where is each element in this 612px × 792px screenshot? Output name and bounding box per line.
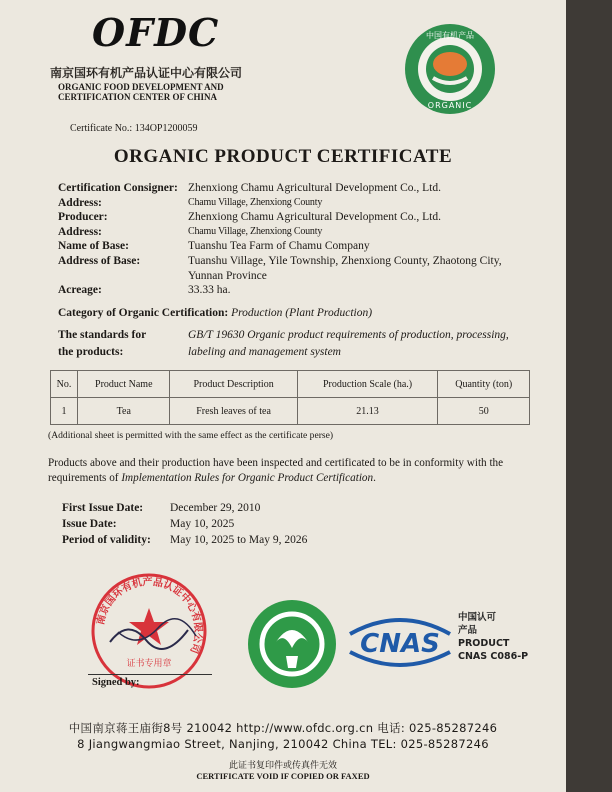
void-notice-en: CERTIFICATE VOID IF COPIED OR FAXED [196, 771, 370, 781]
table-cell: Tea [78, 398, 170, 425]
standards-label-line1: The standards for [58, 329, 147, 341]
field-value: Zhenxiong Chamu Agricultural Development Co., Ltd. [188, 182, 441, 194]
cnas-line1: 中国认可 [458, 612, 497, 623]
standards-block [58, 327, 548, 361]
field-row [58, 283, 548, 298]
field-label: Certification Consigner: [58, 182, 178, 194]
category-label: Category of Organic Certification: [58, 307, 229, 319]
field-value: Chamu Village, Zhenxiong County [188, 225, 323, 237]
org-name-en-line2: CERTIFICATION CENTER OF CHINA [58, 92, 217, 102]
field-value: 33.33 ha. [188, 284, 231, 297]
field-value: Yunnan Province [188, 269, 267, 282]
field-label: Acreage: [58, 284, 102, 297]
date-label: Issue Date: [62, 518, 117, 530]
china-organic-seal-icon [403, 22, 497, 116]
table-cell: 21.13 [297, 398, 438, 425]
field-label [58, 269, 188, 284]
date-value: December 29, 2010 [170, 502, 261, 514]
page-title: ORGANIC PRODUCT CERTIFICATE [113, 146, 453, 167]
date-row [62, 516, 307, 532]
certificate-number: Certificate No.: 134OP1200059 [70, 123, 198, 134]
cnas-line4: CNAS C086-P [458, 651, 529, 662]
field-row [58, 196, 548, 211]
organic-product-logo-icon [246, 598, 338, 690]
table-header-cell: Product Description [170, 371, 297, 398]
cnas-line3: PRODUCT [458, 638, 510, 649]
statement-text: Products above and their production have been inspected and certificated to be in conformity with the requirements of [48, 457, 504, 484]
statement-end: . [373, 472, 376, 484]
field-row [58, 239, 548, 254]
cnas-logo-text: CNAS [360, 629, 440, 659]
field-value: Chamu Village, Zhenxiong County [188, 196, 323, 208]
additional-sheet-note: (Additional sheet is permitted with the same effect as the certificate perse) [48, 430, 334, 441]
footer-address-cn: 中国南京蒋王庙街8号 210042 http://www.ofdc.org.cn 电话: 025-85287246 [68, 721, 498, 735]
field-row [58, 269, 548, 284]
field-label: Producer: [58, 211, 108, 224]
certificate-fields [58, 181, 548, 298]
standards-label-line2: the products: [58, 346, 124, 358]
date-value: May 10, 2025 to May 9, 2026 [170, 534, 308, 546]
table-header-cell: No. [51, 371, 78, 398]
field-value: Tuanshu Village, Yile Township, Zhenxiong County, Zhaotong City, [188, 254, 502, 267]
date-label: First Issue Date: [62, 502, 144, 514]
date-row [62, 500, 307, 516]
date-row [62, 532, 307, 548]
void-notice-cn: 此证书复印件或传真件无效 [228, 761, 337, 771]
issue-dates [62, 500, 307, 548]
field-label: Name of Base: [58, 240, 129, 253]
date-value: May 10, 2025 [170, 518, 235, 530]
table-row [51, 398, 530, 425]
ofdc-logo: OFDC [92, 10, 220, 55]
field-row [58, 181, 548, 196]
category-line [58, 307, 372, 319]
standards-value-line2: labeling and management system [188, 346, 341, 358]
standards-value-line1: GB/T 19630 Organic product requirements of production, processing, [188, 329, 509, 341]
field-row [58, 210, 548, 225]
seal-text-en: ORGANIC [427, 101, 473, 110]
field-row [58, 225, 548, 240]
field-label: Address: [58, 196, 102, 209]
seal-text-cn: 中国有机产品 [426, 31, 474, 40]
table-cell: 1 [51, 398, 78, 425]
cnas-line2: 产品 [458, 625, 478, 636]
cnas-logo-icon [344, 612, 456, 670]
table-header-cell: Production Scale (ha.) [297, 371, 438, 398]
stamp-bottom-text: 证书专用章 [126, 659, 172, 669]
conformity-statement [48, 456, 553, 486]
field-label: Address of Base: [58, 254, 141, 267]
date-label: Period of validity: [62, 534, 151, 546]
category-value: Production (Plant Production) [231, 307, 373, 319]
org-name-cn: 南京国环有机产品认证中心有限公司 [50, 66, 243, 80]
field-value: Tuanshu Tea Farm of Chamu Company [188, 240, 370, 253]
table-header-cell: Product Name [78, 371, 170, 398]
signature-line [88, 674, 212, 675]
field-label: Address: [58, 225, 102, 238]
table-cell: Fresh leaves of tea [170, 398, 297, 425]
footer-address-en: 8 Jiangwangmiao Street, Nanjing, 210042 China TEL: 025-85287246 [77, 737, 489, 751]
field-value: Zhenxiong Chamu Agricultural Development Co., Ltd. [188, 211, 441, 224]
field-row [58, 254, 548, 269]
org-name-en [58, 82, 224, 102]
cnas-accreditation-text [458, 611, 528, 663]
product-table [50, 370, 530, 425]
table-cell: 50 [438, 398, 530, 425]
table-header-cell: Quantity (ton) [438, 371, 530, 398]
statement-rules: Implementation Rules for Organic Product Certification [121, 472, 374, 484]
page-edge [566, 0, 612, 792]
org-name-en-line1: ORGANIC FOOD DEVELOPMENT AND [58, 82, 224, 92]
table-header-row [51, 371, 530, 398]
signed-by-label: Signed by: [92, 677, 140, 688]
stamp-ring-text: 南京国环有机产品认证中心有限公司 [95, 576, 204, 655]
